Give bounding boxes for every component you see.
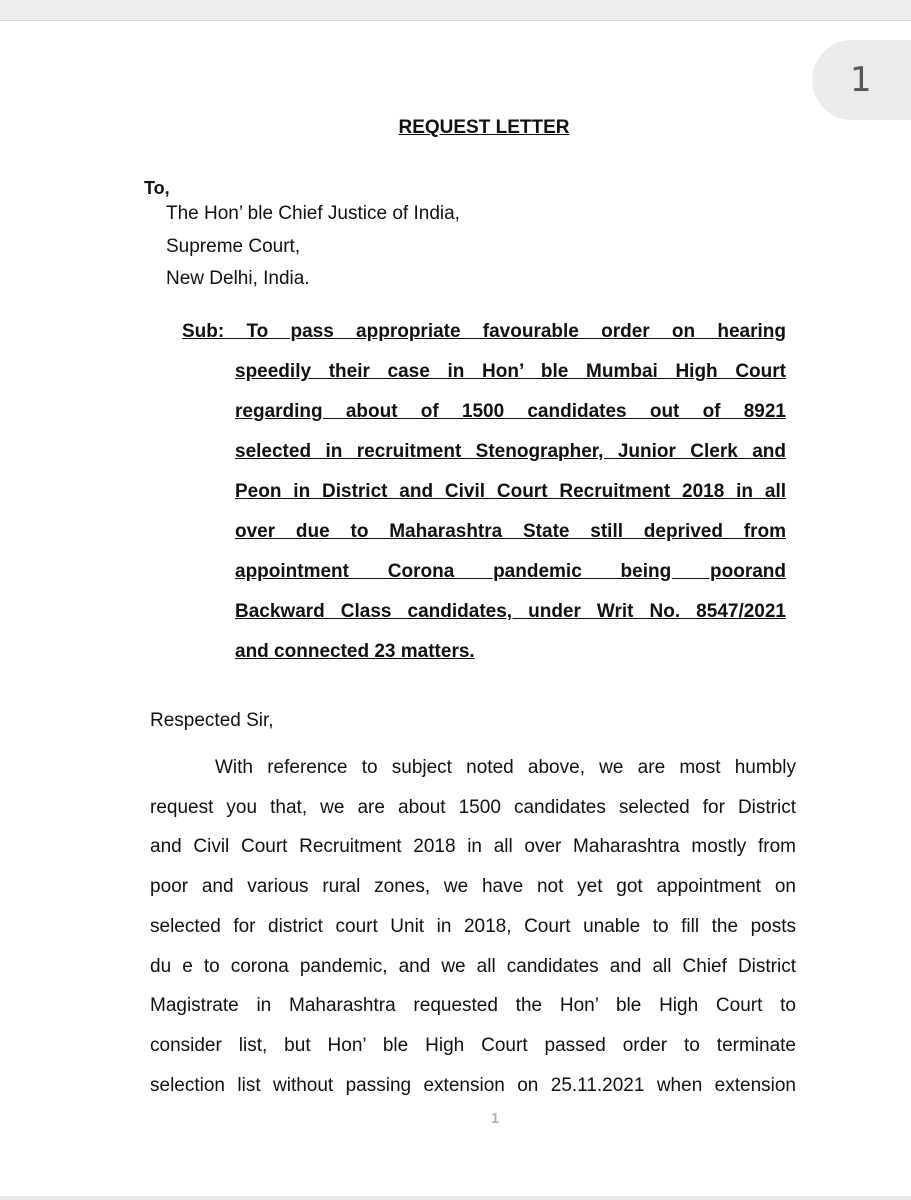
- body-line: selection list without passing extension on 25.11.2021 when extension: [150, 1074, 796, 1096]
- to-label: To,: [144, 178, 170, 198]
- body-paragraph: [150, 748, 796, 1105]
- address-line-city: New Delhi, India.: [166, 268, 310, 289]
- subject-line: appointment Corona pandemic being poorand: [235, 561, 786, 582]
- subject-line: regarding about of 1500 candidates out of 8921: [235, 401, 786, 422]
- letter-title: REQUEST LETTER: [398, 117, 570, 138]
- body-line: request you that, we are about 1500 candidates selected for District: [150, 796, 796, 818]
- subject-line: Sub: To pass appropriate favourable order on hearing: [182, 321, 786, 342]
- body-line: Magistrate in Maharashtra requested the Hon’ ble High Court to: [150, 995, 796, 1017]
- subject-line: and connected 23 matters.: [235, 641, 475, 662]
- page-indicator-badge[interactable]: [812, 40, 911, 120]
- viewer-top-bar: [0, 0, 911, 21]
- body-line: poor and various rural zones, we have not yet got appointment on: [150, 876, 796, 898]
- address-line-court: Supreme Court,: [166, 236, 301, 257]
- viewer-bottom-edge: [0, 1196, 911, 1200]
- subject-line: Peon in District and Civil Court Recruitment 2018 in all: [235, 481, 786, 502]
- body-line: and Civil Court Recruitment 2018 in all over Maharashtra mostly from: [150, 836, 796, 858]
- body-line: With reference to subject noted above, we are most humbly: [215, 757, 796, 778]
- subject-block: [182, 312, 786, 672]
- subject-line: speedily their case in Hon’ ble Mumbai High Court: [235, 361, 786, 382]
- body-line: selected for district court Unit in 2018, Court unable to fill the posts: [150, 915, 796, 937]
- subject-line: over due to Maharashtra State still deprived from: [235, 521, 786, 542]
- salutation: Respected Sir,: [150, 710, 274, 731]
- address-line-recipient: The Hon’ ble Chief Justice of India,: [166, 203, 460, 224]
- subject-line: selected in recruitment Stenographer, Junior Clerk and: [235, 441, 786, 462]
- footer-page-number: 1: [490, 1110, 500, 1127]
- subject-line: Backward Class candidates, under Writ No. 8547/2021: [235, 601, 786, 622]
- body-line: du e to corona pandemic, and we all candidates and all Chief District: [150, 955, 796, 977]
- body-line: consider list, but Hon’ ble High Court passed order to terminate: [150, 1034, 796, 1056]
- page-indicator-number: 1: [850, 60, 872, 100]
